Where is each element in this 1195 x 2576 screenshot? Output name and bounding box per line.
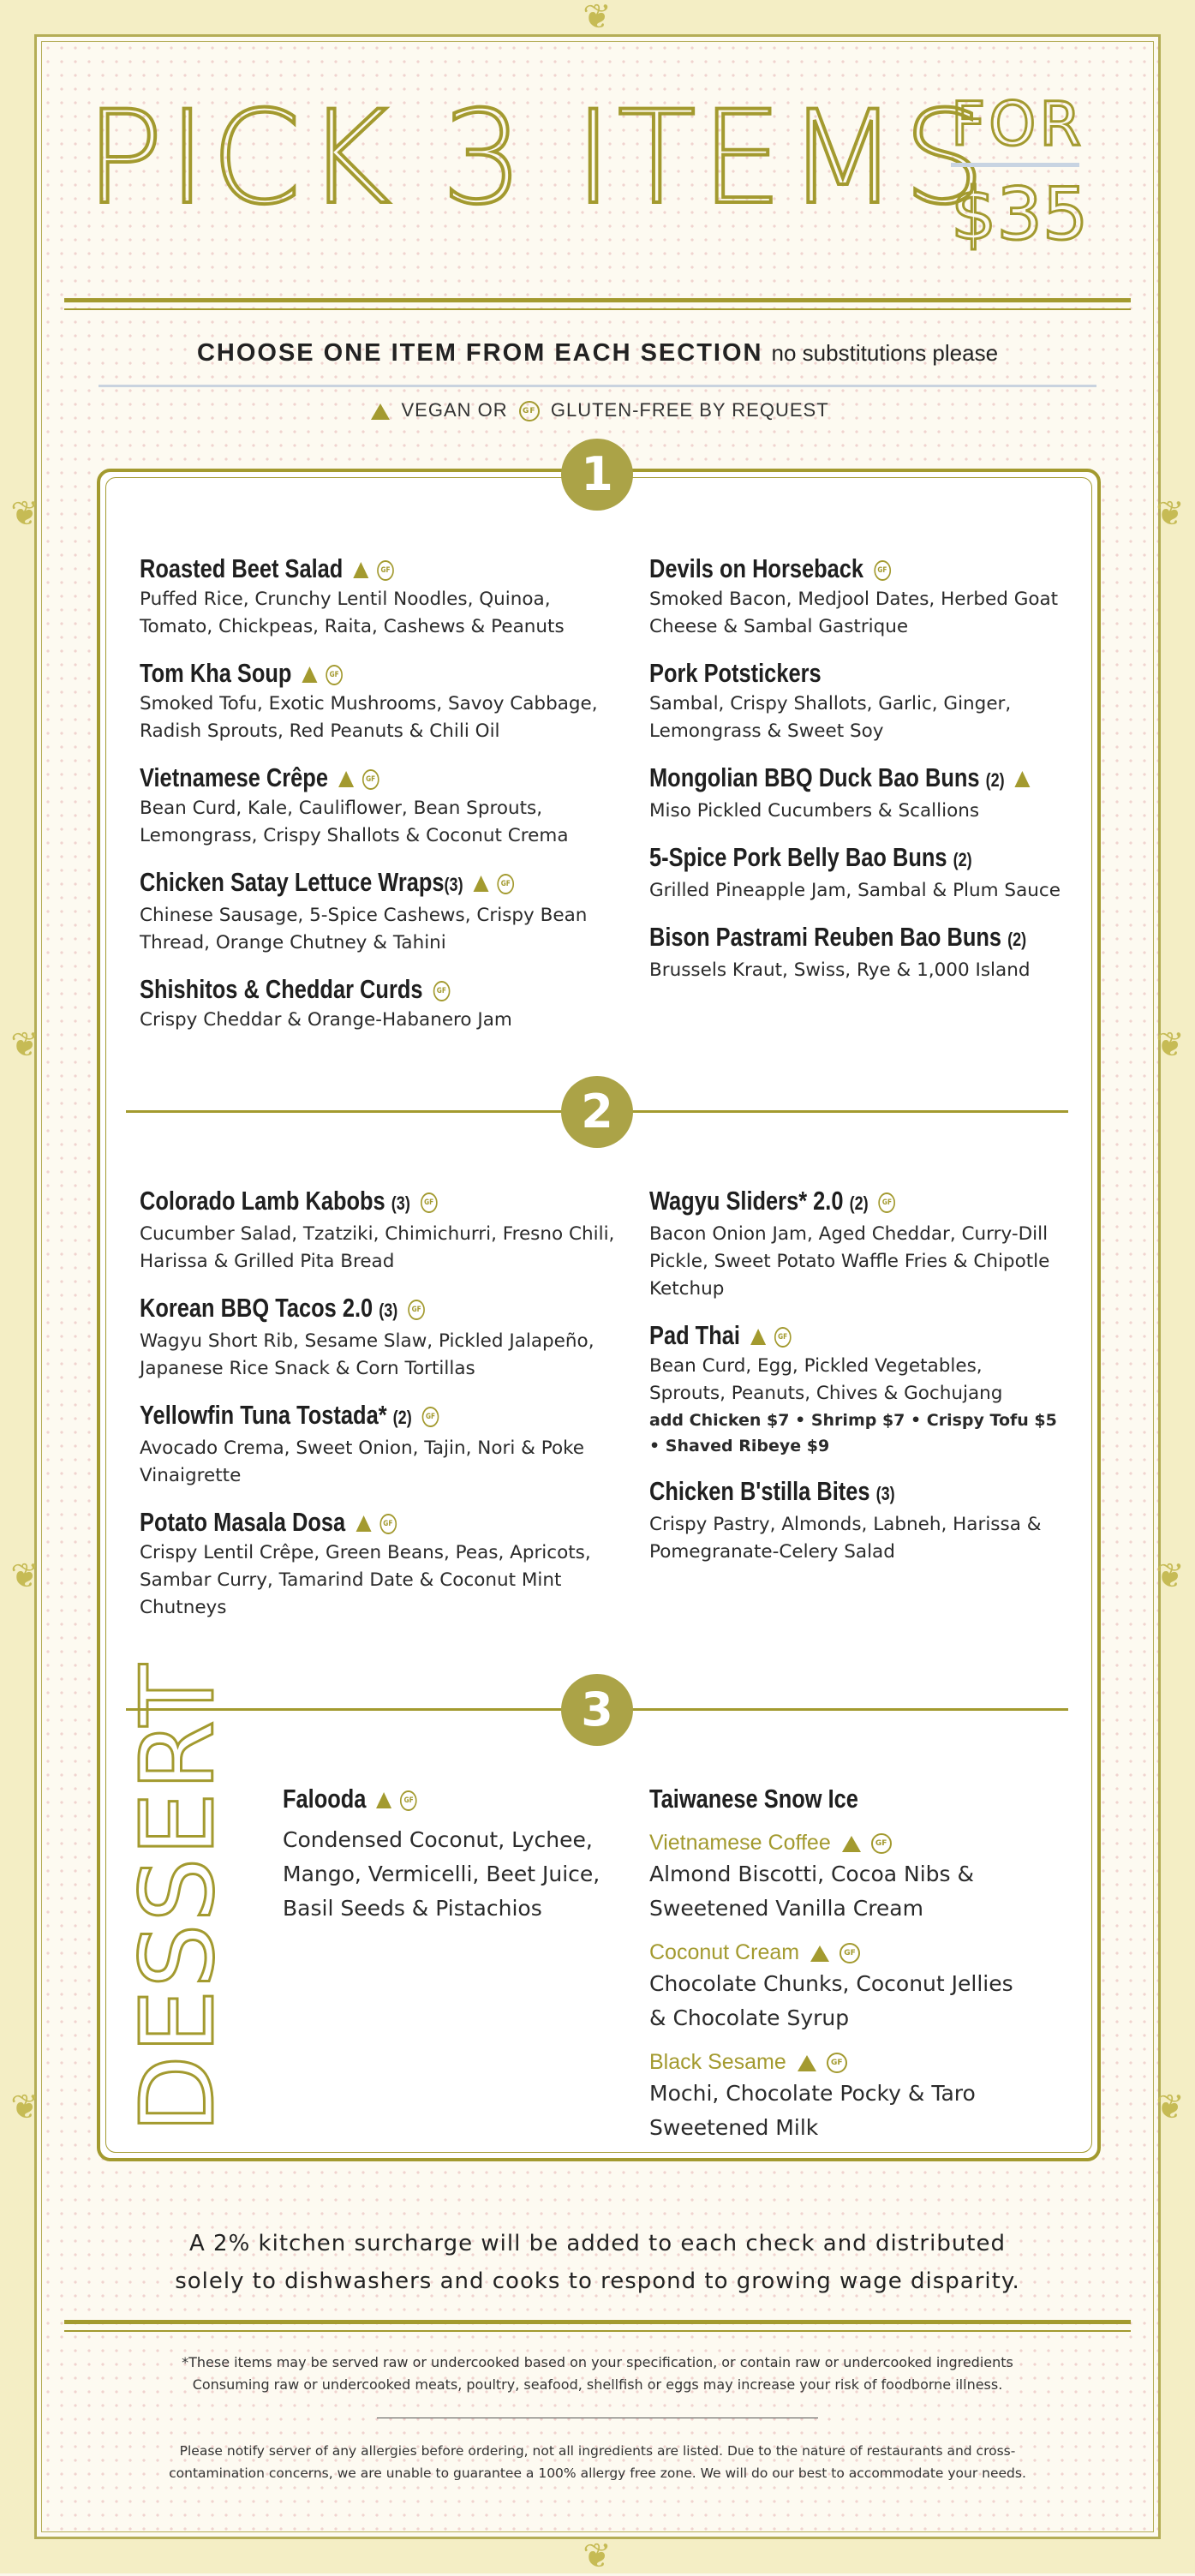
surcharge-notice: A 2% kitchen surcharge will be added to each check and distributed solely to dishwashers and cooks to respond to growing wage disparity. xyxy=(175,2231,1020,2294)
footer-divider xyxy=(64,2330,1131,2332)
flavor-description: Chocolate Chunks, Coconut Jellies & Chocolate Syrup xyxy=(649,1971,1013,2030)
vegan-icon xyxy=(810,1945,829,1962)
item-description: Smoked Bacon, Medjool Dates, Herbed Goat Cheese & Sambal Gastrique xyxy=(649,589,1059,637)
instructions-line xyxy=(86,339,1109,368)
menu-item xyxy=(649,1474,1061,1566)
gluten-free-legend-text: GLUTEN-FREE BY REQUEST xyxy=(550,399,829,421)
item-description: Cucumber Salad, Tzatziki, Chimichurri, Fresno Chili, Harissa & Grilled Pita Bread xyxy=(140,1223,615,1272)
lotus-ornament-icon: ❦ xyxy=(1156,2088,1185,2127)
gluten-free-icon: GF xyxy=(422,1407,439,1427)
item-name: Bison Pastrami Reuben Bao Buns (2) xyxy=(649,922,1027,952)
flavor-name: Vietnamese Coffee GF xyxy=(649,1828,1026,1857)
item-name: Wagyu Sliders* 2.0 (2) GF xyxy=(649,1184,987,1221)
menu-item xyxy=(140,761,619,850)
vegan-icon xyxy=(474,876,489,892)
section-2-left-column xyxy=(140,1184,619,1637)
item-description: Sambal, Crispy Shallots, Garlic, Ginger, Lemongrass & Sweet Soy xyxy=(649,693,1012,742)
menu-item xyxy=(140,1505,619,1622)
gluten-free-icon: GF xyxy=(400,1790,417,1811)
vegan-icon xyxy=(1015,771,1031,787)
menu-item xyxy=(649,920,1061,984)
menu-item xyxy=(649,1318,1061,1459)
page-title: PICK 3 ITEMS xyxy=(86,84,990,233)
lotus-ornament-icon: ❦ xyxy=(583,2537,612,2576)
section-1-right-column xyxy=(649,552,1061,1000)
menu-item xyxy=(140,1398,619,1490)
item-description: Crispy Lentil Crêpe, Green Beans, Peas, Apricots, Sambar Curry, Tamarind Date & Coconut Mint Chutneys xyxy=(140,1542,591,1618)
snow-ice-item xyxy=(649,1782,1026,2145)
vegan-icon xyxy=(376,1792,391,1808)
menu-item xyxy=(649,761,1061,825)
vegan-icon xyxy=(356,1515,371,1532)
item-description: Bean Curd, Egg, Pickled Vegetables, Sprouts, Peanuts, Chives & Gochujang xyxy=(649,1355,1003,1404)
item-name: Chicken B'stilla Bites (3) xyxy=(649,1476,895,1506)
item-description: Crispy Cheddar & Orange-Habanero Jam xyxy=(140,1009,512,1031)
item-description: Crispy Pastry, Almonds, Labneh, Harissa & Pomegranate-Celery Salad xyxy=(649,1514,1042,1563)
gluten-free-icon: GF xyxy=(421,1192,438,1213)
section-1-left-column xyxy=(140,552,619,1049)
raw-food-disclaimer: *These items may be served raw or undercooked based on your specification, or contain raw or undercooked ingredients Consuming raw or undercooked meats, poultry, seafood, shellfish or eggs may increase your risk of foodborne illness. xyxy=(182,2354,1013,2393)
item-name: Korean BBQ Tacos 2.0 (3) GF xyxy=(140,1291,533,1328)
menu-item xyxy=(649,840,1061,905)
diet-legend xyxy=(86,399,1109,421)
gluten-free-icon: GF xyxy=(379,1514,397,1534)
menu-item xyxy=(649,552,1061,641)
vegan-icon xyxy=(798,2055,816,2071)
lotus-ornament-icon: ❦ xyxy=(10,2088,39,2127)
header-divider xyxy=(64,308,1131,310)
footer-divider xyxy=(64,2320,1131,2324)
item-name: Devils on Horseback GF xyxy=(649,552,987,586)
item-description: Bacon Onion Jam, Aged Cheddar, Curry-Dill Pickle, Sweet Potato Waffle Fries & Chipotle Ketchup xyxy=(649,1223,1050,1300)
item-name: Mongolian BBQ Duck Bao Buns (2) xyxy=(649,761,987,798)
menu-item xyxy=(649,656,1061,745)
flavor-description: Mochi, Chocolate Pocky & Taro Sweetened Milk xyxy=(649,2081,976,2140)
menu-item xyxy=(140,972,619,1034)
item-name: Chicken Satay Lettuce Wraps(3) GF xyxy=(140,865,533,902)
flavor-name: Coconut Cream GF xyxy=(649,1938,1026,1967)
lotus-ornament-icon: ❦ xyxy=(583,0,612,37)
vegan-icon xyxy=(750,1329,766,1345)
gluten-free-icon: GF xyxy=(874,560,891,581)
price-for-label: FOR xyxy=(951,86,1079,167)
vegan-icon xyxy=(338,771,354,787)
item-name: Shishitos & Cheddar Curds GF xyxy=(140,972,533,1007)
vegan-triangle-icon xyxy=(371,403,390,420)
section-number-1: 1 xyxy=(561,439,633,511)
menu-item xyxy=(649,1184,1061,1303)
lotus-ornament-icon: ❦ xyxy=(1156,1557,1185,1596)
section-number-3: 3 xyxy=(561,1674,633,1746)
dessert-label: DESSERT xyxy=(118,1662,236,2133)
gluten-free-icon: GF xyxy=(497,874,514,894)
lotus-ornament-icon: ❦ xyxy=(1156,494,1185,534)
menu-item xyxy=(140,1291,619,1383)
allergy-disclaimer: Please notify server of any allergies before ordering, not all ingredients are listed. Due to the nature of restaurants and cross- contamination concerns, we are unable to guarantee a 100% allergy free zone. We will do our best to accommodate your needs. xyxy=(169,2443,1026,2481)
lotus-ornament-icon: ❦ xyxy=(10,494,39,534)
gluten-free-icon: GF xyxy=(827,2053,847,2073)
item-name: Pork Potstickers xyxy=(649,658,822,688)
item-description: Wagyu Short Rib, Sesame Slaw, Pickled Jalapeño, Japanese Rice Snack & Corn Tortillas xyxy=(140,1330,595,1379)
gluten-free-icon: GF xyxy=(871,1833,892,1854)
item-name: Taiwanese Snow Ice xyxy=(649,1784,858,1814)
gluten-free-icon: GF xyxy=(433,981,450,1001)
item-description: Miso Pickled Cucumbers & Scallions xyxy=(649,800,980,822)
gluten-free-icon: GF xyxy=(839,1943,860,1963)
item-description: Chinese Sausage, 5-Spice Cashews, Crispy Bean Thread, Orange Chutney & Tahini xyxy=(140,905,588,953)
falooda-item xyxy=(283,1782,608,1926)
instructions-divider xyxy=(99,385,1096,387)
gluten-free-icon: GF xyxy=(362,769,379,790)
menu-item xyxy=(140,1184,619,1276)
snow-ice-flavor xyxy=(649,2047,1026,2145)
gluten-free-icon: GF xyxy=(326,665,343,685)
item-description: Smoked Tofu, Exotic Mushrooms, Savoy Cabbage, Radish Sprouts, Red Peanuts & Chili Oil xyxy=(140,693,598,742)
choose-text: CHOOSE ONE ITEM FROM EACH SECTION xyxy=(196,339,763,367)
vegan-icon xyxy=(302,666,317,683)
lotus-ornament-icon: ❦ xyxy=(10,1557,39,1596)
menu-item xyxy=(140,552,619,641)
lotus-ornament-icon: ❦ xyxy=(1156,1025,1185,1065)
price-badge xyxy=(951,86,1089,261)
vegan-icon xyxy=(842,1836,861,1852)
gluten-free-icon: GF xyxy=(377,560,394,581)
price-value: $35 xyxy=(951,172,1089,256)
snow-ice-flavor xyxy=(649,1938,1026,2035)
section-number-2: 2 xyxy=(561,1076,633,1148)
item-name: Vietnamese Crêpe GF xyxy=(140,761,533,795)
flavor-name: Black Sesame GF xyxy=(649,2047,1026,2077)
gluten-free-icon: GF xyxy=(879,1192,896,1213)
item-name: Colorado Lamb Kabobs (3) GF xyxy=(140,1184,533,1221)
header-divider xyxy=(64,298,1131,302)
section-2-right-column xyxy=(649,1184,1061,1581)
item-name: Falooda GF xyxy=(283,1782,550,1816)
item-description: Puffed Rice, Crunchy Lentil Noodles, Quinoa, Tomato, Chickpeas, Raita, Cashews & Peanuts xyxy=(140,589,565,637)
menu-item xyxy=(140,865,619,957)
item-description: Avocado Crema, Sweet Onion, Tajin, Nori & Poke Vinaigrette xyxy=(140,1437,585,1486)
gluten-free-circle-icon: GF xyxy=(519,401,540,421)
lotus-ornament-icon: ❦ xyxy=(10,1025,39,1065)
gluten-free-icon: GF xyxy=(774,1327,792,1348)
gluten-free-icon: GF xyxy=(408,1300,425,1320)
item-name: 5-Spice Pork Belly Bao Buns (2) xyxy=(649,842,972,872)
item-description: Brussels Kraut, Swiss, Rye & 1,000 Island xyxy=(649,959,1031,981)
item-name: Roasted Beet Salad GF xyxy=(140,552,533,586)
vegan-legend-text: VEGAN OR xyxy=(401,399,508,421)
snow-ice-flavor xyxy=(649,1828,1026,1926)
menu-item xyxy=(140,656,619,745)
vegan-icon xyxy=(353,562,368,578)
item-name: Tom Kha Soup GF xyxy=(140,656,533,690)
item-name: Yellowfin Tuna Tostada* (2) GF xyxy=(140,1398,533,1435)
item-name: Pad Thai GF xyxy=(649,1318,987,1353)
flavor-description: Almond Biscotti, Cocoa Nibs & Sweetened Vanilla Cream xyxy=(649,1862,975,1921)
item-description: Bean Curd, Kale, Cauliflower, Bean Sprouts, Lemongrass, Crispy Shallots & Coconut Crema xyxy=(140,798,569,846)
item-description: Grilled Pineapple Jam, Sambal & Plum Sauce xyxy=(649,880,1061,901)
no-substitutions-text: no substitutions please xyxy=(771,340,999,366)
item-description: Condensed Coconut, Lychee, Mango, Vermicelli, Beet Juice, Basil Seeds & Pistachios xyxy=(283,1827,600,1921)
item-name: Potato Masala Dosa GF xyxy=(140,1505,533,1539)
item-addons: add Chicken $7 • Shrimp $7 • Crispy Tofu $5 • Shaved Ribeye $9 xyxy=(649,1411,1057,1455)
